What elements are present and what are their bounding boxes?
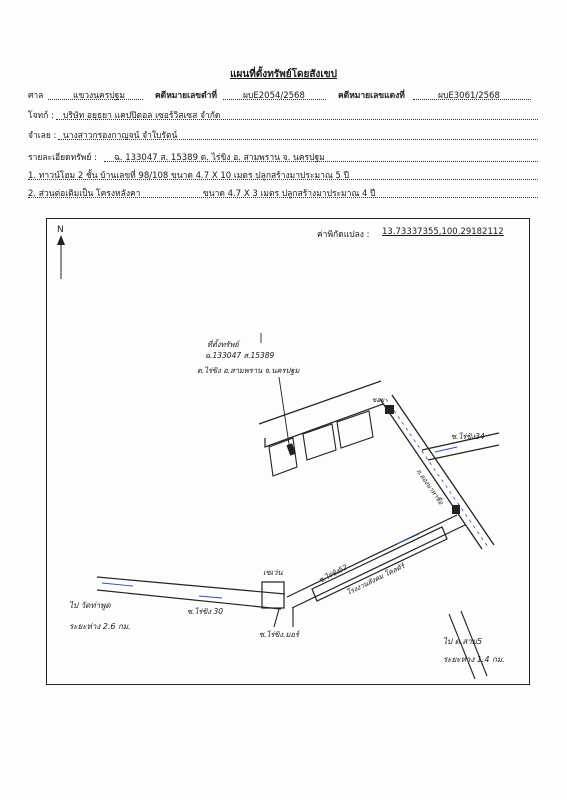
road-marker-mid	[452, 505, 460, 514]
alley-label: ซอย	[372, 396, 385, 404]
plaintiff-label: โจทก์ :	[28, 111, 54, 121]
factory-label: โรงงานสังคม โคลตัร์	[345, 562, 406, 598]
court-row	[28, 88, 538, 102]
property-label-3: ต.ไร่ขิง อ.สามพราน จ.นครปฐม	[197, 366, 300, 375]
map-svg	[47, 219, 531, 686]
coord-label: ค่าพิกัดแปลง :	[317, 230, 370, 240]
north-label: N	[57, 225, 64, 235]
red-case-label: คดีหมายเลขแดงที่	[338, 91, 405, 101]
red-case-value: ผบE3061/2568	[438, 91, 500, 101]
soi-30-label: ซ.ไร่ขิง 30	[187, 607, 223, 616]
property-label-1: ที่ตั้งทรัพย์	[207, 340, 239, 349]
property-label: รายละเอียดทรัพย์ :	[28, 153, 97, 163]
court-label: ศาล	[28, 91, 44, 101]
item-1: 1. ทาวน์โฮม 2 ชั้น บ้านเลขที่ 98/108 ขนาด 4.7 X 10 เมตร ปลูกสร้างมาประมาณ 5 ปี	[28, 171, 350, 181]
map-frame	[46, 218, 530, 685]
plaintiff-row	[28, 108, 538, 122]
soi-52-label: ซ.ไร่ขิง52	[317, 563, 349, 585]
market-label: ซ.ไร่ขิง.มอร์	[259, 630, 299, 639]
defendant-label: จำเลย :	[28, 131, 57, 141]
to-left-distance: ระยะห่าง 2.6 กม.	[69, 622, 131, 631]
black-case-value: ผบE2054/2568	[243, 91, 305, 101]
to-right-label: ไป ต.สาม5	[443, 637, 483, 646]
market-road-left	[274, 609, 279, 627]
main-road-right-edge	[392, 395, 494, 545]
main-road-left-edge	[380, 399, 482, 549]
block-upper-road	[265, 404, 383, 447]
seven-eleven-box	[262, 582, 284, 608]
property-value: ฉ. 133047 ส. 15389 ต. ไร่ขิง อ. สามพราน จ. นครปฐม	[114, 153, 325, 163]
black-case-label: คดีหมายเลขดำที่	[155, 91, 217, 101]
north-arrow-icon	[57, 235, 65, 245]
soi-34-bottom	[428, 445, 499, 460]
soi-34-label: ซ.ไร่ขิง34	[451, 432, 485, 441]
page-title: แผนที่ตั้งทรัพย์โดยสังเขป	[230, 69, 337, 80]
building-2	[303, 424, 336, 460]
soi-52-bottom	[292, 525, 465, 608]
item-2-row	[28, 186, 538, 200]
to-left-label: ไป วัดท่าพูด	[69, 601, 111, 610]
building-3	[337, 411, 373, 448]
main-road-label: ถ.ลองนาหาซื่อ	[414, 467, 445, 507]
property-label-2: ฉ.133047 ส.15389	[205, 351, 275, 360]
property-row	[28, 150, 538, 164]
block-top-road	[259, 381, 381, 424]
factory-block	[312, 527, 447, 601]
item-1-row	[28, 168, 538, 182]
defendant-value: นางสาวกรองกาญจน์ จำใบรัตน์	[63, 131, 178, 141]
road-marker-top	[385, 405, 394, 414]
item-2-a: 2. ส่วนต่อเติมเป็น โครงหลังคา	[28, 189, 141, 199]
plaintiff-value: บริษัท อยุธยา แคปปิตอล เซอร์วิสเซส จำกัด	[63, 111, 221, 121]
soi-30-arrow-2	[199, 596, 222, 598]
defendant-row	[28, 128, 538, 142]
item-2-b: ขนาด 4.7 X 3 เมตร ปลูกสร้างมาประมาณ 4 ปี	[203, 189, 376, 199]
coord-value: 13.73337355,100.29182112	[382, 227, 504, 237]
to-right-distance: ระยะห่าง 1.4 กม.	[443, 655, 505, 664]
seven-eleven-label: เซเว่น	[263, 568, 283, 577]
soi-30-arrow-1	[102, 583, 133, 586]
soi-34-arrow	[435, 447, 457, 452]
court-value: แขวงนครปฐม	[73, 91, 125, 101]
